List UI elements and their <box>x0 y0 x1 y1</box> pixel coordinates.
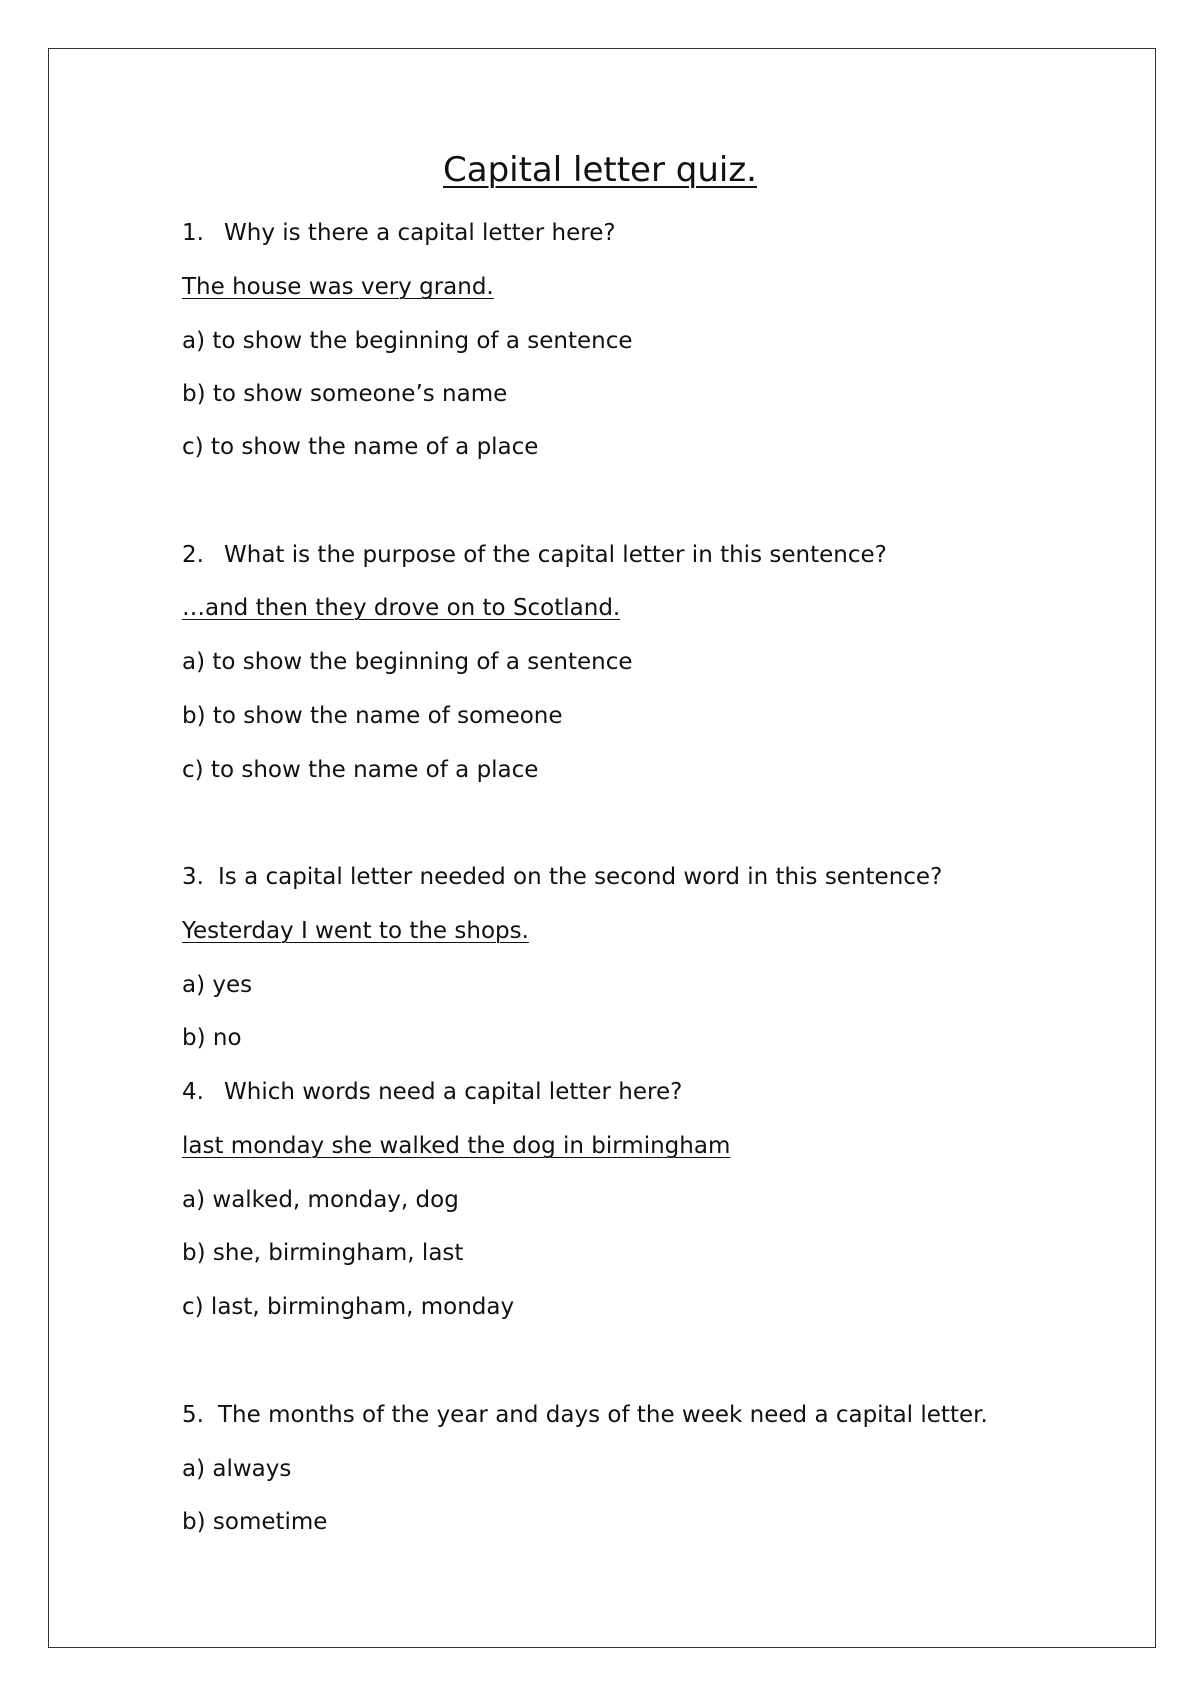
question-4 <box>182 1077 682 1107</box>
question-4-option-c[interactable]: c) last, birmingham, monday <box>182 1294 515 1320</box>
question-5 <box>182 1400 988 1430</box>
question-5-text: The months of the year and days of the week need a capital letter. <box>218 1402 988 1428</box>
question-1 <box>182 218 616 248</box>
question-3-example: Yesterday I went to the shops. <box>182 918 529 944</box>
question-3 <box>182 862 942 892</box>
question-5-option-b[interactable]: b) sometime <box>182 1509 328 1535</box>
question-2-example: …and then they drove on to Scotland. <box>182 595 621 621</box>
question-3-option-a[interactable]: a) yes <box>182 972 253 998</box>
question-1-number: 1. <box>182 220 204 246</box>
question-1-example: The house was very grand. <box>182 274 494 300</box>
question-4-option-a[interactable]: a) walked, monday, dog <box>182 1187 459 1213</box>
question-3-text: Is a capital letter needed on the second word in this sentence? <box>218 864 943 890</box>
question-3-option-b[interactable]: b) no <box>182 1025 242 1051</box>
question-1-option-c[interactable]: c) to show the name of a place <box>182 434 539 460</box>
question-5-number: 5. <box>182 1402 204 1428</box>
question-2 <box>182 540 887 570</box>
question-4-option-b[interactable]: b) she, birmingham, last <box>182 1240 464 1266</box>
question-4-number: 4. <box>182 1079 204 1105</box>
question-2-text: What is the purpose of the capital letter in this sentence? <box>224 542 887 568</box>
question-1-option-b[interactable]: b) to show someone’s name <box>182 381 508 407</box>
question-2-option-b[interactable]: b) to show the name of someone <box>182 703 563 729</box>
question-4-example: last monday she walked the dog in birmingham <box>182 1133 731 1159</box>
question-1-option-a[interactable]: a) to show the beginning of a sentence <box>182 328 633 354</box>
question-5-option-a[interactable]: a) always <box>182 1456 292 1482</box>
question-3-number: 3. <box>182 864 204 890</box>
question-4-text: Which words need a capital letter here? <box>224 1079 683 1105</box>
question-2-option-c[interactable]: c) to show the name of a place <box>182 757 539 783</box>
question-2-number: 2. <box>182 542 204 568</box>
question-2-option-a[interactable]: a) to show the beginning of a sentence <box>182 649 633 675</box>
quiz-title: Capital letter quiz. <box>443 150 757 190</box>
question-1-text: Why is there a capital letter here? <box>224 220 616 246</box>
